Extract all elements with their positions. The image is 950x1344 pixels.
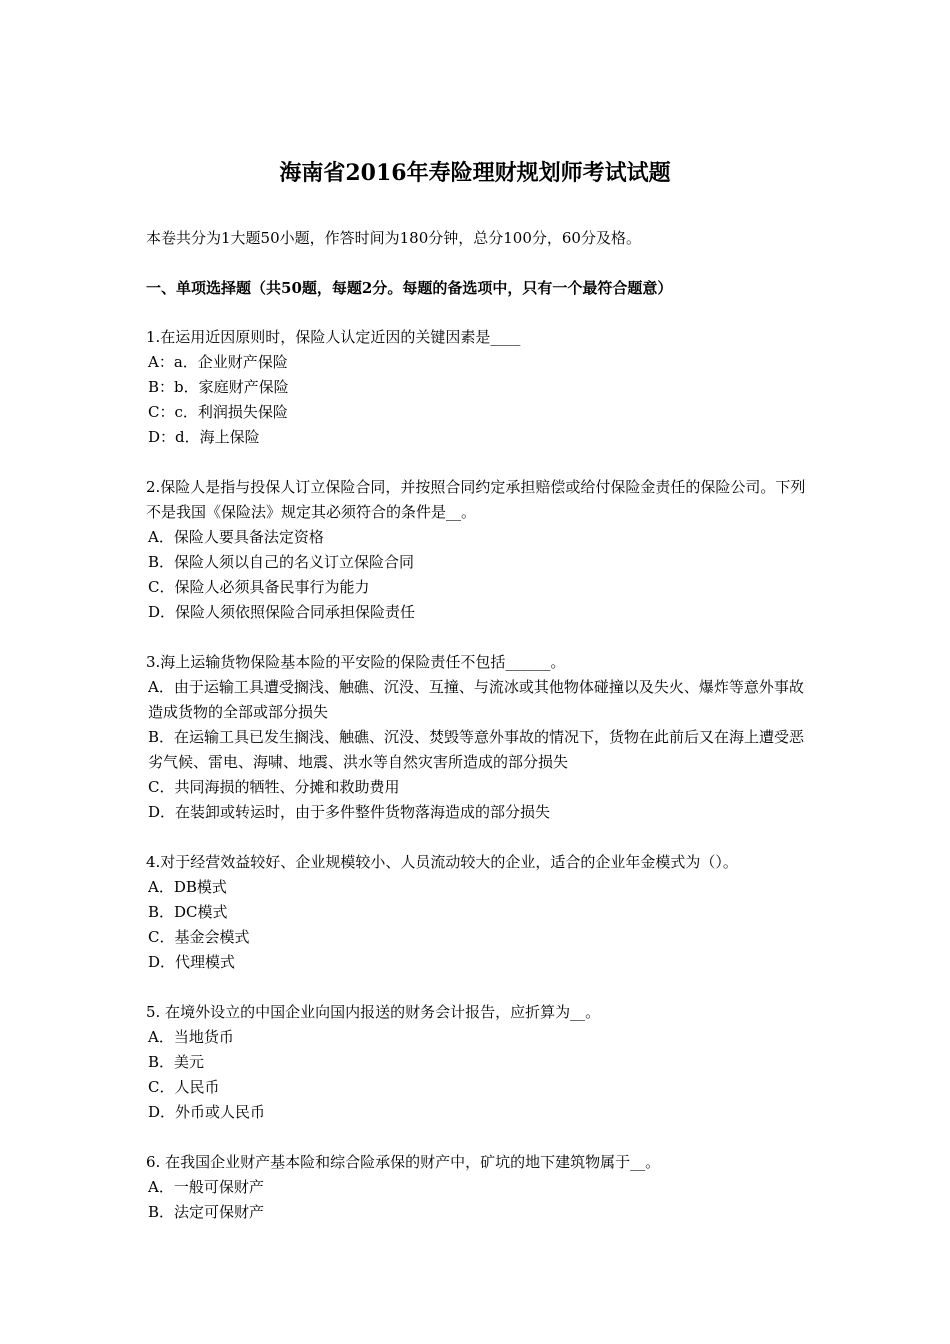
answer-option: B：b．家庭财产保险: [148, 378, 289, 396]
option-list: [146, 1025, 818, 1125]
answer-option: C．保险人必须具备民事行为能力: [148, 578, 370, 596]
answer-option: D．在装卸或转运时，由于多件整件货物落海造成的部分损失: [148, 803, 551, 821]
answer-option: C．人民币: [148, 1078, 220, 1096]
question-item: [146, 650, 818, 825]
question-item: [146, 475, 818, 625]
answer-option: A．当地货币: [148, 1028, 234, 1046]
question-stem: 3.海上运输货物保险基本险的平安险的保险责任不包括______。: [146, 653, 566, 671]
section-heading: 一、单项选择题（共50题，每题2分。每题的备选项中，只有一个最符合题意）: [146, 279, 673, 297]
question-list: [146, 325, 818, 1250]
document-title: 海南省2016年寿险理财规划师考试试题: [279, 160, 671, 186]
question-item: [146, 325, 818, 450]
question-item: [146, 1000, 818, 1125]
answer-option: B．DC模式: [148, 903, 228, 921]
answer-option: A．DB模式: [148, 878, 227, 896]
option-list: [146, 675, 818, 825]
answer-option: B．法定可保财产: [148, 1203, 265, 1221]
answer-option: A．由于运输工具遭受搁浅、触礁、沉没、互撞、与流冰或其他物体碰撞以及失火、爆炸等意外事故造成货物的全部或部分损失: [148, 678, 804, 721]
answer-option: C：c．利润损失保险: [148, 403, 288, 421]
answer-option: C．共同海损的牺牲、分摊和救助费用: [148, 778, 400, 796]
option-list: [146, 525, 818, 625]
answer-option: B．美元: [148, 1053, 205, 1071]
answer-option: B．保险人须以自己的名义订立保险合同: [148, 553, 415, 571]
answer-option: D：d．海上保险: [148, 428, 260, 446]
question-stem: 6. 在我国企业财产基本险和综合险承保的财产中，矿坑的地下建筑物属于__。: [146, 1153, 661, 1171]
answer-option: A：a．企业财产保险: [148, 353, 288, 371]
answer-option: A．保险人要具备法定资格: [148, 528, 324, 546]
option-list: [146, 875, 818, 975]
question-stem: 4.对于经营效益较好、企业规模较小、人员流动较大的企业，适合的企业年金模式为（）。: [146, 853, 738, 871]
answer-option: B．在运输工具已发生搁浅、触礁、沉没、焚毁等意外事故的情况下，货物在此前后又在海上遭受恶劣气候、雷电、海啸、地震、洪水等自然灾害所造成的部分损失: [148, 728, 805, 771]
answer-option: C．基金会模式: [148, 928, 250, 946]
answer-option: D．保险人须依照保险合同承担保险责任: [148, 603, 416, 621]
answer-option: A．一般可保财产: [148, 1178, 264, 1196]
exam-intro: 本卷共分为1大题50小题，作答时间为180分钟，总分100分，60分及格。: [146, 229, 641, 247]
question-stem: 5. 在境外设立的中国企业向国内报送的财务会计报告，应折算为__。: [146, 1003, 601, 1021]
question-stem: 2.保险人是指与投保人订立保险合同，并按照合同约定承担赔偿或给付保险金责任的保险公司。下列不是我国《保险法》规定其必须符合的条件是__。: [146, 478, 806, 521]
option-list: [146, 1175, 818, 1225]
answer-option: D．外币或人民币: [148, 1103, 266, 1121]
answer-option: D．代理模式: [148, 953, 236, 971]
question-item: [146, 1150, 818, 1225]
question-stem: 1.在运用近因原则时，保险人认定近因的关键因素是____: [146, 328, 521, 346]
option-list: [146, 350, 818, 450]
question-item: [146, 850, 818, 975]
